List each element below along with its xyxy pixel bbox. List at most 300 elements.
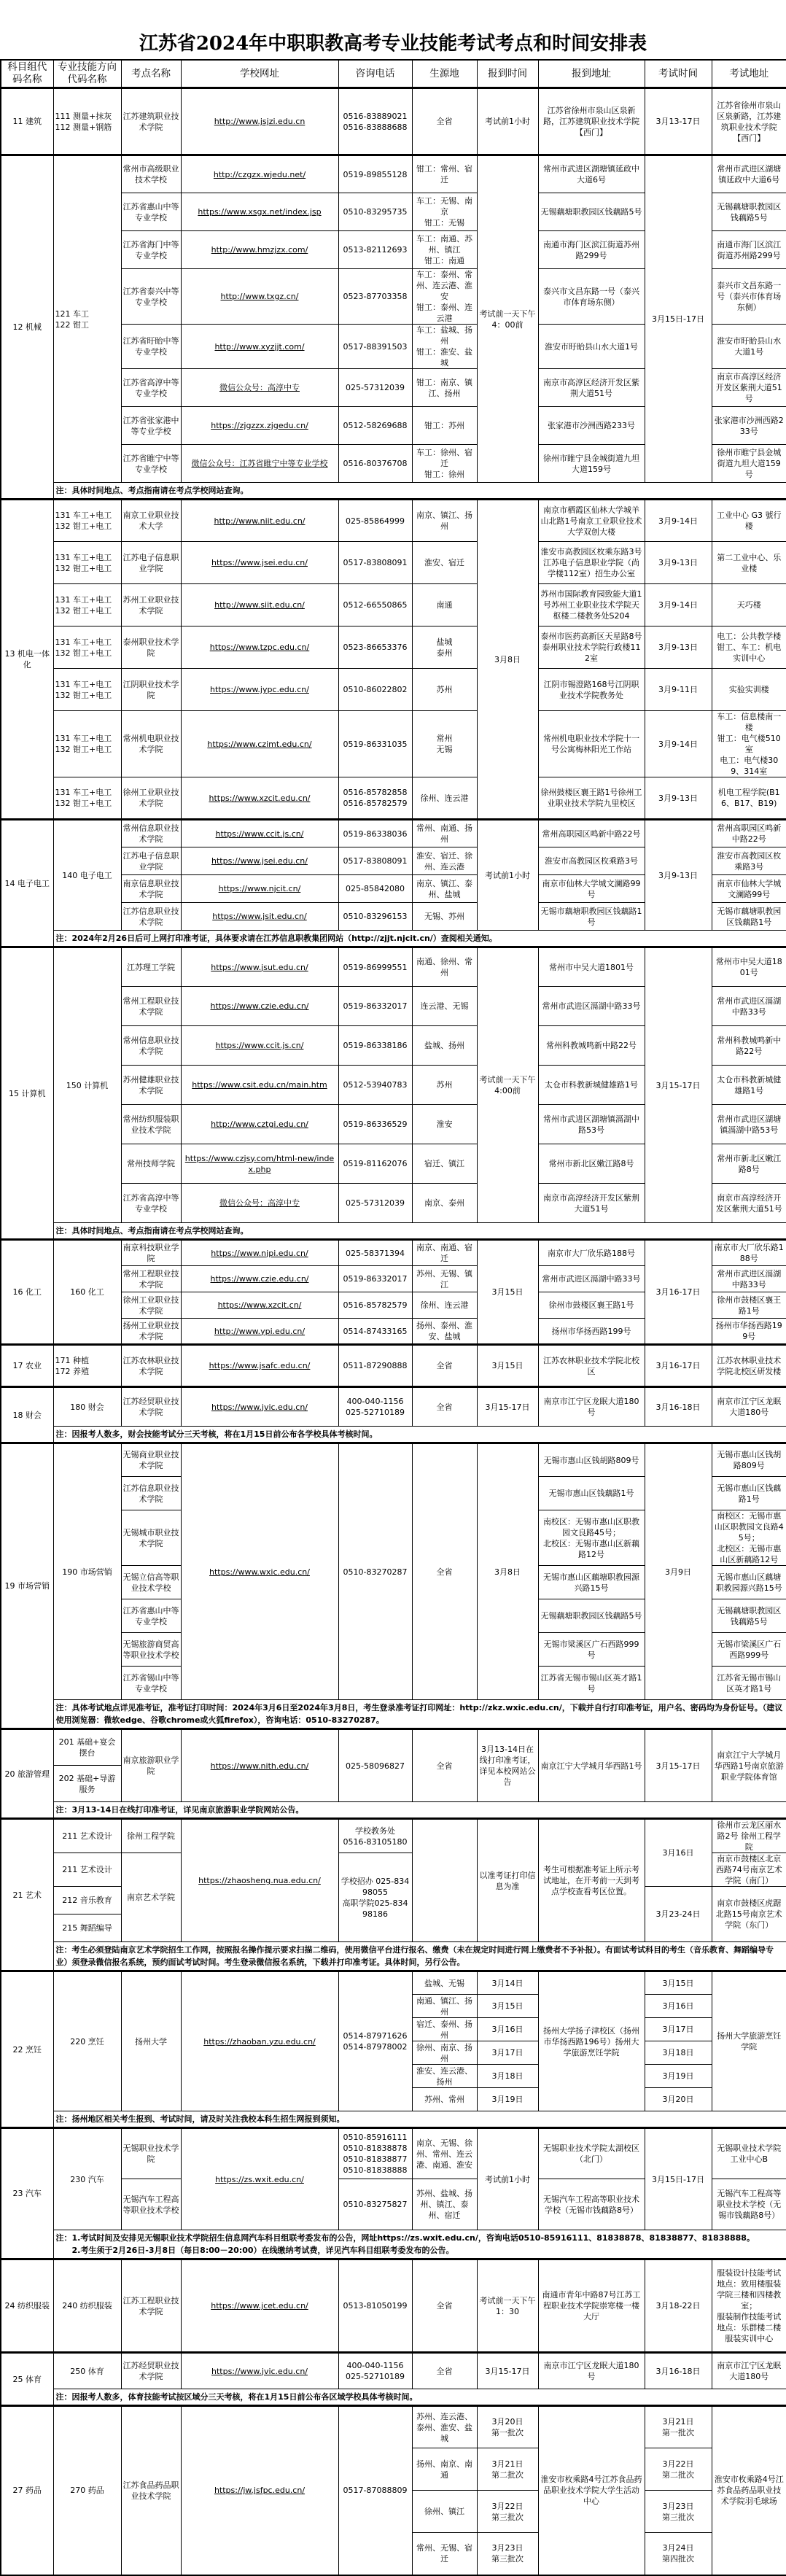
checkin-address-cell: 扬州大学扬子津校区（扬州市华扬西路196号）扬州大学旅游烹饪学院 — [538, 1971, 645, 2111]
exam-address-cell: 常州市武进区湖塘镇滆湖中路53号 — [712, 1105, 786, 1144]
note-row — [1, 483, 786, 500]
header-cell: 报到时间 — [477, 60, 538, 88]
url-cell — [181, 407, 338, 445]
group-note: 注：3月13-14日在线打印准考证，详见南京旅游职业学院网站公告。 — [53, 1802, 786, 1819]
checkin-address-cell: 太仓市科教新城健雄路1号 — [538, 1066, 645, 1105]
source-cell: 徐州、连云港 — [412, 777, 477, 820]
header-cell: 学校网址 — [181, 60, 338, 88]
group-note: 注：考生必须登陆南京艺术学院招生工作网，按照报名操作提示要求扫描二维码，使用微信平台进行报名、缴费（未在规定时间进行网上缴费者不予补报）。有面试考试科目的考生（音乐教育、舞蹈编导专业）须登录微信报名系统，预约面试考试时间。考生登录微信报名系统，下载并打印准考证。具体时间，另行公告。 — [53, 1942, 786, 1971]
header-cell: 科目组代码名称 — [1, 60, 53, 88]
table-row — [1, 626, 786, 669]
url-cell — [181, 1819, 338, 1942]
exam-address-cell: 实验实训楼 — [712, 669, 786, 711]
exam-time-cell: 3月21日 第一批次 — [645, 2406, 712, 2448]
school-url-link[interactable]: https://www.ccit.js.cn/ — [215, 829, 304, 839]
exam-address-cell: 江苏农林职业技术学院北校区研发楼 — [712, 1345, 786, 1387]
school-url-link[interactable]: http://www.hmzjzx.com/ — [211, 245, 308, 255]
url-cell — [181, 847, 338, 875]
checkin-address-cell: 无锡藕塘职教园区钱藕路5号 — [538, 193, 645, 231]
direction-cell: 150 计算机 — [53, 947, 121, 1223]
checkin-time-cell: 3月15-17日 — [477, 1387, 538, 1427]
exam-address-cell: 徐州市云龙区丽水路2号 徐州工程学院 — [712, 1819, 786, 1853]
checkin-time-cell: 以准考证打印信息为准 — [477, 1819, 538, 1942]
checkin-time-cell: 考试前一天下午4：00前 — [477, 155, 538, 483]
source-cell: 南京、南通、宿迁 — [412, 1240, 477, 1266]
note-row — [1, 2230, 786, 2259]
checkin-time-cell: 考试前1小时 — [477, 88, 538, 155]
checkin-address-cell: 常州市武进区湖塘镇滆湖中路53号 — [538, 1105, 645, 1144]
exam-time-cell: 3月16-17日 — [645, 1345, 712, 1387]
school-cell: 江苏电子信息职业学院 — [121, 847, 181, 875]
subject-group-name: 27 药品 — [1, 2406, 53, 2575]
exam-address-cell: 南京江宁大学城月华西路1号南京旅游职业学院体育馆 — [712, 1729, 786, 1802]
exam-time-cell: 3月22日 第二批次 — [645, 2448, 712, 2491]
subject-group — [1, 2259, 786, 2353]
checkin-time-cell: 3月15日 — [477, 1345, 538, 1387]
school-cell: 南京艺术学院 — [121, 1853, 181, 1942]
checkin-address-cell: 常州市武进区滆湖中路33号 — [538, 987, 645, 1026]
url-cell — [181, 1387, 338, 1427]
school-url-link[interactable]: https://zhaoban.yzu.edu.cn/ — [203, 2036, 316, 2047]
checkin-time-cell: 3月21日 第二批次 — [477, 2448, 538, 2491]
subject-group — [1, 2353, 786, 2406]
group-note: 注：具体考试地点详见准考证，准考证打印时间：2024年3月6日至2024年3月8日，考生登录准考证打印网址：http://zkz.wxic.edu.cn/，下载并自行打印准考证，用户名、密码均为身份证号。（建议使用浏览器：微软edge、谷歌chrome或火狐firefox），咨询电话：0510-83270287。 — [53, 1700, 786, 1729]
checkin-address-cell: 常州市新北区嫩江路8号 — [538, 1144, 645, 1184]
phone-cell: 0519-89855128 — [338, 155, 412, 193]
source-cell: 淮安、连云港、扬州 — [412, 2065, 477, 2088]
source-cell: 苏州、常州 — [412, 2088, 477, 2111]
checkin-address-cell: 考生可根据准考证上所示考试地址，在开考前一天到考点学校查看考区位置。 — [538, 1819, 645, 1942]
checkin-address-cell: 苏州市国际教育园致能大道1号苏州工业职业技术学院天枢楼二楼教务处S204 — [538, 584, 645, 626]
exam-address-cell: 江苏省徐州市泉山区泉新路，江苏建筑职业技术学院【西门】 — [712, 88, 786, 155]
phone-cell: 0510-86022802 — [338, 669, 412, 711]
subject-group-name: 12 机械 — [1, 155, 53, 500]
direction-cell: 190 市场营销 — [53, 1443, 121, 1700]
checkin-address-cell: 南京市栖霞区仙林大学城羊山北路1号南京工业职业技术大学双创大楼 — [538, 500, 645, 542]
school-url-link[interactable]: http://www.siit.edu.cn/ — [214, 600, 305, 610]
source-cell: 徐州、南京、扬州 — [412, 2041, 477, 2065]
subject-group-name: 21 艺术 — [1, 1819, 53, 1971]
exam-address-cell: 常州高职园区鸣新中路22号 — [712, 820, 786, 847]
direction-cell: 180 财会 — [53, 1387, 121, 1427]
subject-group — [1, 500, 786, 820]
phone-cell: 0510-85916111 0510-81838878 0510-81838877 0510-81838888 — [338, 2128, 412, 2179]
direction-cell: 111 测量+抹灰 112 测量+钢筋 — [53, 88, 121, 155]
school-cell: 南京旅游职业学院 — [121, 1729, 181, 1802]
exam-time-cell: 3月9-14日 — [645, 584, 712, 626]
source-cell: 苏州 — [412, 669, 477, 711]
exam-address-cell: 淮安市高教园区枚乘路3号 — [712, 847, 786, 875]
header-cell: 专业技能方向代码名称 — [53, 60, 121, 88]
source-cell: 苏州 — [412, 1066, 477, 1105]
school-url-link[interactable]: https://www.xzcit.cn/ — [217, 1300, 302, 1310]
table-row — [1, 1971, 786, 1995]
phone-cell: 0514-87433165 — [338, 1319, 412, 1345]
school-cell: 江苏电子信息职业学院 — [121, 542, 181, 584]
url-cell — [181, 1026, 338, 1066]
phone-cell: 0510-83295735 — [338, 193, 412, 231]
checkin-address-cell: 无锡市惠山区钱藕路1号 — [538, 1477, 645, 1510]
school-cell: 江阴职业技术学院 — [121, 669, 181, 711]
note-row — [1, 2111, 786, 2128]
source-cell: 车工：无锡、南京 钳工：无锡 — [412, 193, 477, 231]
source-cell: 南京、镇江、扬州 — [412, 500, 477, 542]
school-cell: 江苏省高淳中等专业学校 — [121, 1184, 181, 1223]
url-cell — [181, 155, 338, 193]
exam-time-cell: 3月15日-17日 — [645, 155, 712, 483]
subject-group — [1, 1971, 786, 2128]
school-url-link[interactable]: https://www.xsgx.net/index.jsp — [198, 207, 322, 217]
phone-cell: 0516-80376708 — [338, 445, 412, 483]
exam-time-cell: 3月9-13日 — [645, 542, 712, 584]
school-cell: 江苏省睢宁中等专业学校 — [121, 445, 181, 483]
school-url-link[interactable]: https://www.ccit.js.cn/ — [215, 1041, 304, 1050]
school-url-link[interactable]: https://zjgzzx.zjgedu.cn/ — [211, 421, 308, 430]
source-cell: 连云港、无锡 — [412, 987, 477, 1026]
phone-cell: 0519-86332017 — [338, 1266, 412, 1292]
checkin-time-cell: 考试前一天下午1：30 — [477, 2259, 538, 2353]
school-cell: 徐州工业职业技术学院 — [121, 777, 181, 820]
school-url-link[interactable]: https://www.njcit.cn/ — [218, 884, 301, 893]
subject-group — [1, 1729, 786, 1819]
table-row — [1, 2353, 786, 2389]
school-url-link[interactable]: https://www.tzpc.edu.cn/ — [209, 643, 310, 652]
exam-time-cell: 3月23日 第三批次 — [645, 2491, 712, 2533]
subject-group-name: 16 化工 — [1, 1240, 53, 1345]
table-row — [1, 500, 786, 542]
school-cell: 无锡商业职业技术学院 — [121, 1443, 181, 1477]
exam-time-cell: 3月9-14日 — [645, 500, 712, 542]
school-cell: 无锡城市职业技术学院 — [121, 1510, 181, 1566]
source-cell: 钳工：南京、镇江、扬州 — [412, 369, 477, 407]
subject-group — [1, 88, 786, 155]
phone-cell: 0513-81050199 — [338, 2259, 412, 2353]
note-row — [1, 1700, 786, 1729]
school-url-link[interactable]: https://www.czjsy.com/html-new/index.php — [184, 1153, 335, 1174]
checkin-address-cell: 南校区：无锡市惠山区职教园文良路45号； 北校区：无锡市惠山区新藕路12号 — [538, 1510, 645, 1566]
school-url-link[interactable]: https://www.jypc.edu.cn/ — [210, 685, 309, 694]
direction-cell: 212 音乐教育 — [53, 1887, 121, 1914]
checkin-time-cell: 3月16日 — [477, 2018, 538, 2041]
direction-cell: 211 艺术设计 — [53, 1853, 121, 1887]
school-cell: 江苏省锡山中等专业学校 — [121, 1667, 181, 1700]
table-row — [1, 820, 786, 847]
school-url-link[interactable]: http://www.niit.edu.cn/ — [214, 516, 306, 526]
exam-address-cell: 常州市武进区滆湖中路33号 — [712, 1266, 786, 1292]
school-url-link[interactable]: https://www.jvic.edu.cn/ — [211, 2366, 308, 2376]
school-url-link[interactable]: https://jw.jsfpc.edu.cn/ — [214, 2486, 306, 2496]
checkin-time-cell: 3月8日 — [477, 1443, 538, 1700]
exam-time-cell: 3月9-13日 — [645, 777, 712, 820]
exam-time-cell: 3月16日 — [645, 1995, 712, 2018]
source-cell: 苏州、盐城、扬州、镇江、泰州、宿迁 — [412, 2179, 477, 2230]
header-cell: 报到地址 — [538, 60, 645, 88]
source-cell: 盐城、扬州 — [412, 1026, 477, 1066]
school-url-link[interactable]: https://www.nith.edu.cn/ — [210, 1761, 309, 1771]
school-url-link[interactable]: https://www.csit.edu.cn/main.htm — [192, 1080, 327, 1090]
school-url-link[interactable]: https://www.jsut.edu.cn/ — [211, 962, 308, 972]
source-cell: 宿迁、镇江 — [412, 1144, 477, 1184]
url-cell — [181, 711, 338, 777]
url-cell — [181, 2259, 338, 2353]
url-cell — [181, 1345, 338, 1387]
source-cell: 无锡、苏州 — [412, 903, 477, 931]
phone-cell: 025-57312039 — [338, 1184, 412, 1223]
school-url-link[interactable]: 微信公众号：高淳中专 — [219, 1198, 300, 1208]
checkin-time-cell: 3月8日 — [477, 500, 538, 820]
school-url-link[interactable]: https://www.jsei.edu.cn/ — [211, 558, 308, 567]
school-url-link[interactable]: https://zhaosheng.nua.edu.cn/ — [198, 1876, 321, 1885]
header-cell: 考试地址 — [712, 60, 786, 88]
school-url-link[interactable]: https://www.xzcit.edu.cn/ — [209, 793, 311, 803]
subject-group-name: 25 体育 — [1, 2353, 53, 2406]
phone-cell: 0519-86338036 — [338, 820, 412, 847]
exam-time-cell: 3月15日-17日 — [645, 2128, 712, 2230]
schedule-table — [0, 59, 786, 2576]
exam-address-cell: 江苏省无锡市锡山区英才路1号 — [712, 1667, 786, 1700]
school-url-link[interactable]: https://www.czimt.edu.cn/ — [207, 739, 312, 749]
subject-group-name: 15 计算机 — [1, 947, 53, 1240]
note-row — [1, 1942, 786, 1971]
school-cell: 江苏省张家港中等专业学校 — [121, 407, 181, 445]
school-cell: 江苏省惠山中等专业学校 — [121, 1599, 181, 1633]
school-url-link[interactable]: 微信公众号：江苏省睢宁中等专业学校 — [191, 459, 328, 468]
phone-cell: 0517-83808091 — [338, 847, 412, 875]
exam-address-cell: 电工：公共教学楼 钳工、车工：机电实训中心 — [712, 626, 786, 669]
source-cell: 淮安 — [412, 1105, 477, 1144]
url-cell — [181, 1319, 338, 1345]
exam-time-cell: 3月9-13日 — [645, 626, 712, 669]
source-cell: 扬州、泰州、淮安、盐城 — [412, 1319, 477, 1345]
exam-address-cell: 南通市海门区滨江街道苏州路299号 — [712, 231, 786, 269]
source-cell: 宿迁、泰州、扬州 — [412, 2018, 477, 2041]
exam-address-cell: 服装设计技能考试地点：致用楼服装学院三楼和四楼教室； 服装制作技能考试地点：乐群楼二楼服装实训中心 — [712, 2259, 786, 2353]
checkin-address-cell: 徐州鼓楼区襄王路1号徐州工业职业技术学院九里校区 — [538, 777, 645, 820]
checkin-address-cell: 南京市江宁区龙眠大道180号 — [538, 2353, 645, 2389]
exam-address-cell: 无锡藕塘职教园区钱藕路5号 — [712, 1599, 786, 1633]
source-cell: 车工：南通、苏州、镇江 钳工：南通 — [412, 231, 477, 269]
source-cell: 盐城 泰州 — [412, 626, 477, 669]
source-cell: 全省 — [412, 1387, 477, 1427]
checkin-time-cell: 3月23日 第三批次 — [477, 2533, 538, 2575]
school-cell: 江苏省高淳中等专业学校 — [121, 369, 181, 407]
phone-cell: 0516-83889021 0516-83888688 — [338, 88, 412, 155]
exam-time-cell: 3月17日 — [645, 2018, 712, 2041]
url-cell — [181, 584, 338, 626]
checkin-address-cell: 无锡市惠山区藕塘职教园源兴路15号 — [538, 1566, 645, 1599]
direction-cell: 202 基础+导游服务 — [53, 1766, 121, 1802]
phone-cell: 025-57312039 — [338, 369, 412, 407]
school-cell: 常州信息职业技术学院 — [121, 1026, 181, 1066]
group-note: 注：因报考人数多，财会技能考试分三天考核，将在1月15日前公布各学校具体考核时间。 — [53, 1427, 786, 1443]
phone-cell: 0523-86653376 — [338, 626, 412, 669]
school-url-link[interactable]: https://www.czie.edu.cn/ — [210, 1001, 309, 1011]
url-cell — [181, 903, 338, 931]
school-url-link[interactable]: https://www.njpi.edu.cn/ — [211, 1248, 308, 1258]
exam-time-cell: 3月18-22日 — [645, 2259, 712, 2353]
source-cell: 南通、徐州、常州 — [412, 947, 477, 987]
exam-address-cell: 无锡市梁溪区广石西路999号 — [712, 1633, 786, 1667]
checkin-time-cell: 考试前一天下午4:00前 — [477, 947, 538, 1223]
exam-address-cell: 机电工程学院(B16、B17、B19) — [712, 777, 786, 820]
table-row — [1, 1240, 786, 1266]
school-url-link[interactable]: https://www.jsafc.edu.cn/ — [209, 1361, 311, 1370]
url-cell — [181, 1729, 338, 1802]
checkin-address-cell: 淮安市高教园区枚乘东路3号江苏电子信息职业学院（尚学楼112室）招生办公室 — [538, 542, 645, 584]
exam-time-cell: 3月13-17日 — [645, 88, 712, 155]
table-row — [1, 542, 786, 584]
exam-address-cell: 无锡汽车工程高等职业技术学校（无锡市钱藕路8号） — [712, 2179, 786, 2230]
phone-cell: 0517-83808091 — [338, 542, 412, 584]
school-url-link[interactable]: https://zs.wxit.edu.cn/ — [215, 2174, 304, 2184]
exam-time-cell: 3月9-11日 — [645, 669, 712, 711]
subject-group-name: 13 机电一体化 — [1, 500, 53, 820]
table-row — [1, 88, 786, 155]
direction-cell: 220 烹饪 — [53, 1971, 121, 2111]
direction-cell: 215 舞蹈编导 — [53, 1914, 121, 1942]
checkin-address-cell: 常州市武进区湖塘镇延政中大道6号 — [538, 155, 645, 193]
exam-address-cell: 徐州市睢宁县金城街道九坦大道159号 — [712, 445, 786, 483]
school-url-link[interactable]: https://www.jsei.edu.cn/ — [211, 856, 308, 866]
subject-group — [1, 2128, 786, 2259]
direction-cell: 211 艺术设计 — [53, 1819, 121, 1853]
phone-cell: 0519-86999551 — [338, 947, 412, 987]
table-row — [1, 947, 786, 987]
school-cell: 常州市高级职业技术学校 — [121, 155, 181, 193]
table-row — [1, 2259, 786, 2353]
url-cell — [181, 88, 338, 155]
school-url-link[interactable]: https://www.wxic.edu.cn/ — [209, 1567, 310, 1577]
school-url-link[interactable]: https://www.jsit.edu.cn/ — [212, 912, 307, 921]
school-url-link[interactable]: 微信公众号：高淳中专 — [219, 383, 300, 392]
table-row — [1, 584, 786, 626]
checkin-address-cell: 江苏农林职业技术学院北校区 — [538, 1345, 645, 1387]
url-cell — [181, 269, 338, 325]
source-cell: 车工：泰州、常州、连云港、淮安 钳工：泰州、连云港 — [412, 269, 477, 325]
checkin-address-cell: 张家港市沙洲西路233号 — [538, 407, 645, 445]
url-cell — [181, 2353, 338, 2389]
school-url-link[interactable]: http://www.cztgi.edu.cn/ — [211, 1120, 308, 1129]
table-row — [1, 1729, 786, 1766]
table-row — [1, 669, 786, 711]
url-cell — [181, 1105, 338, 1144]
exam-time-cell: 3月18日 — [645, 2041, 712, 2065]
checkin-time-cell: 考试前1小时 — [477, 2128, 538, 2230]
exam-address-cell: 泰兴市文昌东路一号（泰兴市体育场东侧） — [712, 269, 786, 325]
checkin-address-cell: 徐州市鼓楼区襄王路1号 — [538, 1292, 645, 1319]
url-cell — [181, 1266, 338, 1292]
exam-address-cell: 淮安市枚乘路4号江苏食品药品职业技术学院羽毛球场 — [712, 2406, 786, 2575]
exam-time-cell: 3月15日 — [645, 1971, 712, 1995]
url-cell — [181, 1292, 338, 1319]
source-cell: 常州、南通、扬州 — [412, 820, 477, 847]
phone-cell: 0512-58269688 — [338, 407, 412, 445]
direction-cell: 131 车工+电工 132 钳工+电工 — [53, 669, 121, 711]
exam-time-cell: 3月23-24日 — [645, 1887, 712, 1942]
source-cell: 扬州、南京、南通 — [412, 2448, 477, 2491]
url-cell — [181, 231, 338, 269]
subject-group — [1, 1240, 786, 1345]
school-url-link[interactable]: https://www.czie.edu.cn/ — [210, 1274, 309, 1284]
school-cell: 江苏省海门中等专业学校 — [121, 231, 181, 269]
exam-time-cell: 3月16日 — [645, 1819, 712, 1887]
phone-cell: 0517-88391503 — [338, 325, 412, 369]
direction-cell: 131 车工+电工 132 钳工+电工 — [53, 542, 121, 584]
subject-group-name: 18 财会 — [1, 1387, 53, 1443]
checkin-address-cell: 徐州市睢宁县金城街道九坦大道159号 — [538, 445, 645, 483]
school-cell: 江苏省惠山中等专业学校 — [121, 193, 181, 231]
exam-address-cell: 常州科教城鸣新中路22号 — [712, 1026, 786, 1066]
checkin-address-cell: 泰兴市文昌东路一号（泰兴市体育场东侧） — [538, 269, 645, 325]
school-url-link[interactable]: http://www.txgz.cn/ — [220, 292, 299, 301]
source-cell: 苏州、连云港、泰州、淮安、盐城 — [412, 2406, 477, 2448]
url-cell — [181, 2128, 338, 2230]
school-cell: 扬州工业职业技术学院 — [121, 1319, 181, 1345]
school-cell: 南京工业职业技术大学 — [121, 500, 181, 542]
table-row — [1, 1345, 786, 1387]
checkin-address-cell: 南京市高淳经济开发区紫荆大道51号 — [538, 1184, 645, 1223]
source-cell: 淮安、宿迁、徐州、连云港 — [412, 847, 477, 875]
school-url-link[interactable]: http://czgzx.wjedu.net/ — [213, 169, 306, 179]
exam-address-cell: 常州市中吴大道1801号 — [712, 947, 786, 987]
source-cell: 常州 无锡 — [412, 711, 477, 777]
table-row — [1, 1819, 786, 1853]
subject-group-name: 23 汽车 — [1, 2128, 53, 2259]
exam-address-cell: 南校区：无锡市惠山区职教园文良路45号； 北校区：无锡市惠山区新藕路12号 — [712, 1510, 786, 1566]
subject-group-name: 22 烹饪 — [1, 1971, 53, 2128]
table-row — [1, 155, 786, 193]
phone-cell: 025-58096827 — [338, 1729, 412, 1802]
school-url-link[interactable]: http://www.jsjzi.edu.cn — [214, 117, 306, 126]
source-cell: 钳工：苏州 — [412, 407, 477, 445]
url-cell — [181, 369, 338, 407]
school-cell: 常州工程职业技术学院 — [121, 987, 181, 1026]
direction-cell: 160 化工 — [53, 1240, 121, 1345]
exam-address-cell: 扬州大学旅游烹饪学院 — [712, 1971, 786, 2111]
source-cell: 徐州、镇江 — [412, 2491, 477, 2533]
note-row — [1, 931, 786, 947]
exam-address-cell: 无锡市惠山区钱藕路1号 — [712, 1477, 786, 1510]
direction-cell: 131 车工+电工 132 钳工+电工 — [53, 500, 121, 542]
checkin-address-cell: 江阴市锡澄路168号江阴职业技术学院教务处 — [538, 669, 645, 711]
school-url-link[interactable]: http://www.xyzjjt.com/ — [214, 341, 305, 352]
school-cell: 江苏信息职业技术学院 — [121, 1477, 181, 1510]
exam-address-cell: 无锡职业技术学院工业中心B — [712, 2128, 786, 2179]
direction-cell: 131 车工+电工 132 钳工+电工 — [53, 584, 121, 626]
school-cell: 江苏建筑职业技术学院 — [121, 88, 181, 155]
checkin-address-cell: 常州市武进区滆湖中路33号 — [538, 1266, 645, 1292]
checkin-address-cell: 泰州市医药高新区天星路8号泰州职业技术学院行政楼112室 — [538, 626, 645, 669]
source-cell: 苏州、无锡、镇江 — [412, 1266, 477, 1292]
subject-group-name: 24 纺织服装 — [1, 2259, 53, 2353]
school-url-link[interactable]: http://www.ypi.edu.cn/ — [214, 1326, 306, 1336]
exam-time-cell: 3月16-18日 — [645, 2353, 712, 2389]
direction-cell: 230 汽车 — [53, 2128, 121, 2230]
note-row — [1, 1223, 786, 1240]
source-cell: 徐州、连云港 — [412, 1292, 477, 1319]
url-cell — [181, 325, 338, 369]
direction-cell: 201 基础+宴会摆台 — [53, 1729, 121, 1766]
school-url-link[interactable]: https://www.jcet.edu.cn/ — [211, 2301, 308, 2311]
phone-cell: 0519-86332017 — [338, 987, 412, 1026]
exam-address-cell: 扬州市华扬西路199号 — [712, 1319, 786, 1345]
source-cell: 全省 — [412, 1443, 477, 1700]
subject-group — [1, 1345, 786, 1387]
school-url-link[interactable]: https://www.jvic.edu.cn/ — [211, 1402, 308, 1412]
direction-cell: 131 车工+电工 132 钳工+电工 — [53, 777, 121, 820]
school-cell: 徐州工业职业技术学院 — [121, 1292, 181, 1319]
exam-address-cell: 车工：信息楼南一楼 钳工：电气楼510室 电工：电气楼309、314室 — [712, 711, 786, 777]
